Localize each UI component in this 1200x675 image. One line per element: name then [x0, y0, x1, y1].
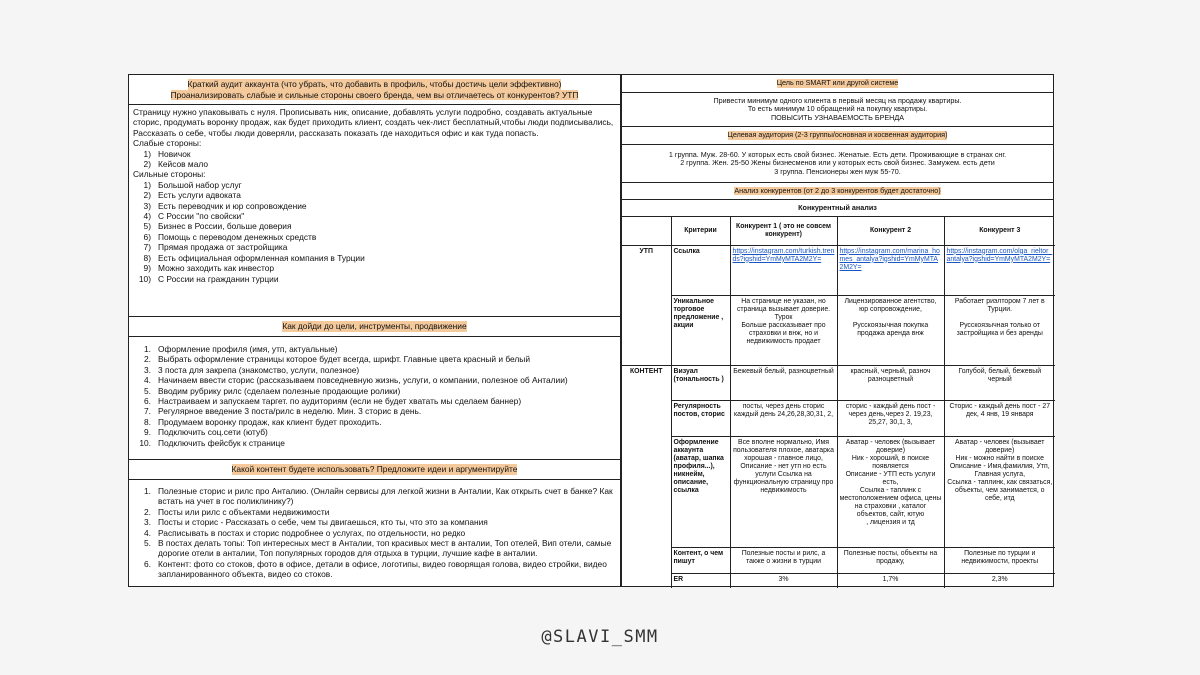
- list-item-number: 10): [138, 273, 151, 284]
- competitor-1-link[interactable]: https://instagram.com/turkish.trends?igshid=YmMyMTA2M2Y=: [732, 247, 835, 263]
- list-item-text: Начинаем ввести сторис (рассказываем повседневную жизнь, услуги, о компании, полезное об Анталии): [158, 375, 568, 386]
- content-list: [129, 486, 620, 580]
- row-label-regularity: Регулярность постов, сторис: [671, 400, 730, 436]
- list-item-number: 3.: [144, 517, 151, 528]
- list-item-text: Прямая продажа от застройщика: [158, 242, 288, 253]
- list-item-number: 1.: [144, 344, 151, 354]
- audience-title-row: [622, 127, 1053, 145]
- list-item-text: Помощь с переводом денежных средств: [158, 231, 317, 242]
- smart-body: [622, 93, 1053, 127]
- design-cell-3: Аватар - человек (вызывает доверие) Ник - можно найти в поиске Описание - Имя,фамилия, Утп, Главная услуга, Ссылка - таплинк, как связаться, объекты, чем занимается, о себе, итд: [944, 436, 1055, 547]
- link-cell-3: [944, 245, 1055, 295]
- list-item: [129, 274, 620, 284]
- list-item-text: Настраиваем и запускаем таргет. по аудиториям (если не будет хватать мы сделаем баннер): [158, 396, 522, 407]
- audit-section: [129, 105, 620, 317]
- list-item-number: 4): [143, 211, 151, 222]
- list-item-text: Новичок: [158, 148, 191, 159]
- tools-header: [129, 317, 620, 337]
- header-competitor-2: Конкурент 2: [837, 217, 944, 245]
- list-item: [129, 559, 620, 580]
- list-item-text: Регулярное введение 3 поста/рилс в неделю. Мин. 3 сторис в день.: [158, 406, 422, 417]
- visual-cell-1: Бежевый белый, разноцветный: [730, 365, 837, 400]
- weak-title: Слабые стороны:: [133, 138, 202, 149]
- tools-header-text: Как дойди до цели, инструменты, продвижение: [282, 321, 467, 332]
- table-row-er: [622, 573, 1055, 588]
- list-item: [129, 375, 620, 385]
- list-item-text: Продумаем воронку продаж, как клиент будет проходить.: [158, 416, 382, 427]
- offer-cell-3: Работает риэлтором 7 лет в Турции. Русскоязычная только от застройщика и без аренды: [944, 295, 1055, 365]
- audit-header: [129, 75, 620, 105]
- offer-cell-1: На странице не указан, но страница вызывает доверие. Турок Больше рассказывает про страховки и внж, но и недвижимость продает: [730, 295, 837, 365]
- list-item-number: 1.: [144, 486, 151, 496]
- audience-line-2: 2 группа. Жен. 25-50 Жены бизнесменов или у которых есть свой бизнес. Замужем. есть дети: [680, 158, 995, 168]
- row-label-design: Оформление аккаунта (аватар, шапка профиля...), никнейм, описание, ссылка: [671, 436, 730, 547]
- design-cell-2: Аватар - человек (вызывает доверие) Ник - хороший, в поиске появляется Описание - УТП есть услуги есть, Ссылка - таплинк с местоположением офиса, цены на страховки , каталог объектов, сайт, ютую , лицензия и тд: [837, 436, 944, 547]
- content-cell-3: Полезные по турции и недвижимости, проекты: [944, 547, 1055, 573]
- content-cell-1: Полезные посты и рилс, а также о жизни в турции: [730, 547, 837, 573]
- watermark-handle: @SLAVI_SMM: [541, 627, 659, 647]
- list-item: [129, 253, 620, 263]
- list-item-number: 3): [143, 200, 151, 211]
- smart-title-row: [622, 75, 1053, 93]
- section-content-cont-2: [622, 436, 671, 547]
- smart-line-2: То есть минимум 10 обращений на покупку квартиры.: [747, 104, 928, 114]
- list-item: [129, 344, 620, 354]
- list-item-text: 3 поста для закрепа (знакомство, услуги, полезное): [158, 364, 360, 375]
- list-item-text: Есть услуги адвоката: [158, 190, 241, 201]
- regularity-cell-2: сторис - каждый день пост - через день,через 2. 19,23, 25,27, 30,1, 3,: [837, 400, 944, 436]
- list-item-text: Есть переводчик и юр сопровождение: [158, 200, 307, 211]
- list-item-number: 8): [143, 252, 151, 263]
- table-row-offer: [622, 295, 1055, 365]
- list-item: [129, 538, 620, 559]
- table-row-link: [622, 245, 1055, 295]
- smart-line-1: Привести минимум одного клиента в первый месяц на продажу квартиры.: [713, 95, 962, 105]
- list-item-text: Полезные сторис и рилс про Анталию. (Онлайн сервисы для легкой жизни в Анталии, Как открыть счет в банке? Как встать на учет в гос поликлинику?): [158, 486, 613, 507]
- regularity-cell-1: посты, через день сторис каждый день 24,26,28,30,31, 2,: [730, 400, 837, 436]
- list-item-text: В постах делать топы: Топ интересных мест в Анталии, топ красивых мест в анталии, Топ отелей, Вип отели, самые дорогие отели в анталии, Топ популярных городов для отдыха в турции, лучшие кафе в анталии.: [158, 538, 612, 559]
- list-item-number: 3.: [144, 364, 151, 375]
- table-title-row: [622, 200, 1053, 217]
- list-item-number: 7.: [144, 406, 151, 417]
- header-criteria: Критерии: [671, 217, 730, 245]
- link-cell-2: [837, 245, 944, 295]
- list-item-text: Посты или рилс с объектами недвижимости: [158, 506, 330, 517]
- header-empty: [622, 217, 671, 245]
- audit-header-line1: Краткий аудит аккаунта (что убрать, что добавить в профиль, чтобы достичь цели эффективно): [187, 79, 562, 90]
- content-header-text: Какой контент будете использовать? Предложите идеи и аргументируйте: [231, 464, 518, 475]
- list-item: [129, 396, 620, 406]
- audience-title: Целевая аудитория (2-3 группы/основная и косвенная аудитория): [727, 130, 948, 140]
- audience-line-3: 3 группа. Пенсионеры жен муж 55-70.: [774, 166, 901, 176]
- list-item: [129, 211, 620, 221]
- table-row-regularity: [622, 400, 1055, 436]
- list-item-text: Можно заходить как инвестор: [158, 263, 275, 274]
- table-row-content: [622, 547, 1055, 573]
- list-item: [129, 232, 620, 242]
- section-content: КОНТЕНТ: [622, 365, 671, 400]
- link-cell-1: [730, 245, 837, 295]
- list-item-number: 5.: [144, 385, 151, 396]
- list-item-number: 2.: [144, 354, 151, 365]
- row-label-er: ER: [671, 573, 730, 588]
- list-item-number: 5.: [144, 538, 151, 549]
- visual-cell-3: Голубой, белый, бежевый черный: [944, 365, 1055, 400]
- list-item: [129, 406, 620, 416]
- list-item: [129, 159, 620, 169]
- list-item-text: С России "по свойски": [158, 211, 245, 222]
- table-row-design: [622, 436, 1055, 547]
- list-item-text: Оформление профиля (имя, утп, актуальные): [158, 344, 338, 354]
- list-item-number: 6.: [144, 396, 151, 407]
- table-header-row: [622, 217, 1055, 245]
- list-item: [129, 507, 620, 517]
- left-document-panel: [128, 74, 621, 587]
- er-cell-2: 1,7%: [837, 573, 944, 588]
- list-item-text: Выбрать оформление страницы которое будет всегда, шрифт. Главные цвета красный и белый: [158, 354, 531, 365]
- section-utp: УТП: [622, 245, 671, 295]
- strong-title: Сильные стороны:: [133, 169, 206, 180]
- audit-header-line2: Проанализировать слабые и сильные стороны своего бренда, чем вы отличаетесь от конкурентов? УТП: [170, 89, 579, 100]
- list-item: [129, 517, 620, 527]
- design-cell-1: Все вполне нормально, Имя пользователя плохое, аватарка хорошая - главное лицо, Описание - нет утп но есть услуги Ссылка на функциональную страницу про недвижимость: [730, 436, 837, 547]
- competitor-table: [622, 217, 1055, 588]
- audience-body: [622, 145, 1053, 183]
- section-utp-cont: [622, 295, 671, 365]
- list-item-text: Бизнес в России, больше доверия: [158, 221, 292, 232]
- list-item-number: 9.: [144, 427, 151, 438]
- list-item-text: Кейсов мало: [158, 159, 208, 170]
- section-content-cont-3: [622, 547, 671, 573]
- list-item-number: 2): [143, 190, 151, 201]
- list-item-number: 1): [143, 179, 151, 190]
- list-item-number: 4.: [144, 527, 151, 538]
- list-item-number: 2): [143, 159, 151, 170]
- right-document-panel: [621, 74, 1054, 587]
- list-item: [129, 180, 620, 190]
- er-cell-1: 3%: [730, 573, 837, 588]
- list-item: [129, 417, 620, 427]
- section-content-cont-1: [622, 400, 671, 436]
- list-item-number: 2.: [144, 506, 151, 517]
- strong-list: [129, 180, 620, 284]
- table-row-visual: [622, 365, 1055, 400]
- list-item: [129, 427, 620, 437]
- regularity-cell-3: Сторис - каждый день пост - 27 дек, 4 янв, 19 января: [944, 400, 1055, 436]
- list-item-number: 7): [143, 242, 151, 253]
- list-item-text: С России на гражданин турции: [158, 273, 279, 284]
- list-item-number: 5): [143, 221, 151, 232]
- table-title: Конкурентный анализ: [798, 202, 877, 212]
- row-label-visual: Визуал (тональность ): [671, 365, 730, 400]
- section-content-cont-4: [622, 573, 671, 588]
- smart-title: Цель по SMART или другой системе: [776, 78, 899, 88]
- list-item: [129, 365, 620, 375]
- weak-list: [129, 149, 620, 170]
- list-item: [129, 221, 620, 231]
- list-item-number: 1): [143, 148, 151, 159]
- tools-list: [129, 344, 620, 448]
- list-item-number: 10.: [139, 437, 151, 448]
- list-item: [129, 201, 620, 211]
- list-item-number: 9): [143, 263, 151, 274]
- list-item: [129, 149, 620, 159]
- list-item-text: Есть официальная оформленная компания в Турции: [158, 252, 365, 263]
- row-label-offer: Уникальное торговое предложение , акции: [671, 295, 730, 365]
- list-item-text: Вводим рубрику рилс (сделаем полезные продающие ролики): [158, 385, 401, 396]
- er-cell-3: 2,3%: [944, 573, 1055, 588]
- smart-line-3: ПОВЫСИТЬ УЗНАВАЕМОСТЬ БРЕНДА: [770, 112, 905, 122]
- tools-section: [129, 337, 620, 460]
- list-item: [129, 486, 620, 507]
- header-competitor-3: Конкурент 3: [944, 217, 1055, 245]
- list-item-text: Расписывать в постах и сторис подробнее о услугах, по отдельности, но редко: [158, 527, 466, 538]
- list-item-number: 8.: [144, 416, 151, 427]
- offer-cell-2: Лицензированное агентство, юр сопровождение, Русскоязычная покупка продажа аренда внж: [837, 295, 944, 365]
- visual-cell-2: красный, черный, разноч разноцветный: [837, 365, 944, 400]
- list-item-text: Контент: фото со стоков, фото в офисе, детали в офисе, логотипы, видео говорящая голова, видео стройки, видео запланированного объекта, видео со стоков.: [158, 558, 607, 580]
- content-section: [129, 480, 620, 586]
- audit-intro: Страницу нужно упаковывать с нуля. Прописывать ник, описание, добавлять услуги подробно, создавать актуальные сторис, продумать воронку продаж, как будет приходить клиент, создать чек-лист бесплатный,чтобы люди подписывались, Рассказать о себе, чтобы люди доверяли, рассказать показать где находиться офис и как туда попасть.: [133, 107, 614, 138]
- list-item-text: Подключить соц.сети (ютуб): [158, 427, 268, 438]
- list-item: [129, 386, 620, 396]
- list-item: [129, 528, 620, 538]
- content-cell-2: Полезные посты, объекты на продажу,: [837, 547, 944, 573]
- competitor-3-link[interactable]: https://instagram.com/olga_rieltor_antalya?igshid=YmMyMTA2M2Y=: [946, 247, 1053, 263]
- competitors-title: Анализ конкурентов (от 2 до 3 конкурентов будет достаточно): [734, 185, 941, 195]
- content-header: [129, 460, 620, 480]
- row-label-link: Ссылка: [671, 245, 730, 295]
- list-item-text: Посты и сторис - Рассказать о себе, чем ты двигаешься, кто ты, что это за компания: [158, 517, 488, 528]
- competitor-2-link[interactable]: https://instagram.com/marina_homes_antalya?igshid=YmMyMTA2M2Y=: [839, 247, 940, 271]
- row-label-content: Контент, о чем пишут: [671, 547, 730, 573]
- list-item-text: Большой набор услуг: [158, 179, 242, 190]
- header-competitor-1: Конкурент 1 ( это не совсем конкурент): [730, 217, 837, 245]
- list-item: [129, 190, 620, 200]
- list-item-number: 6): [143, 231, 151, 242]
- list-item: [129, 354, 620, 364]
- list-item-number: 6.: [144, 558, 151, 569]
- competitors-title-row: [622, 183, 1053, 200]
- list-item-text: Подключить фейсбук к странице: [158, 437, 285, 448]
- list-item-number: 4.: [144, 375, 151, 386]
- list-item: [129, 438, 620, 448]
- audience-line-1: 1 группа. Муж. 28-60. У которых есть свой бизнес. Женатые. Есть дети. Проживающие в странах снг.: [668, 149, 1007, 159]
- list-item: [129, 263, 620, 273]
- list-item: [129, 242, 620, 252]
